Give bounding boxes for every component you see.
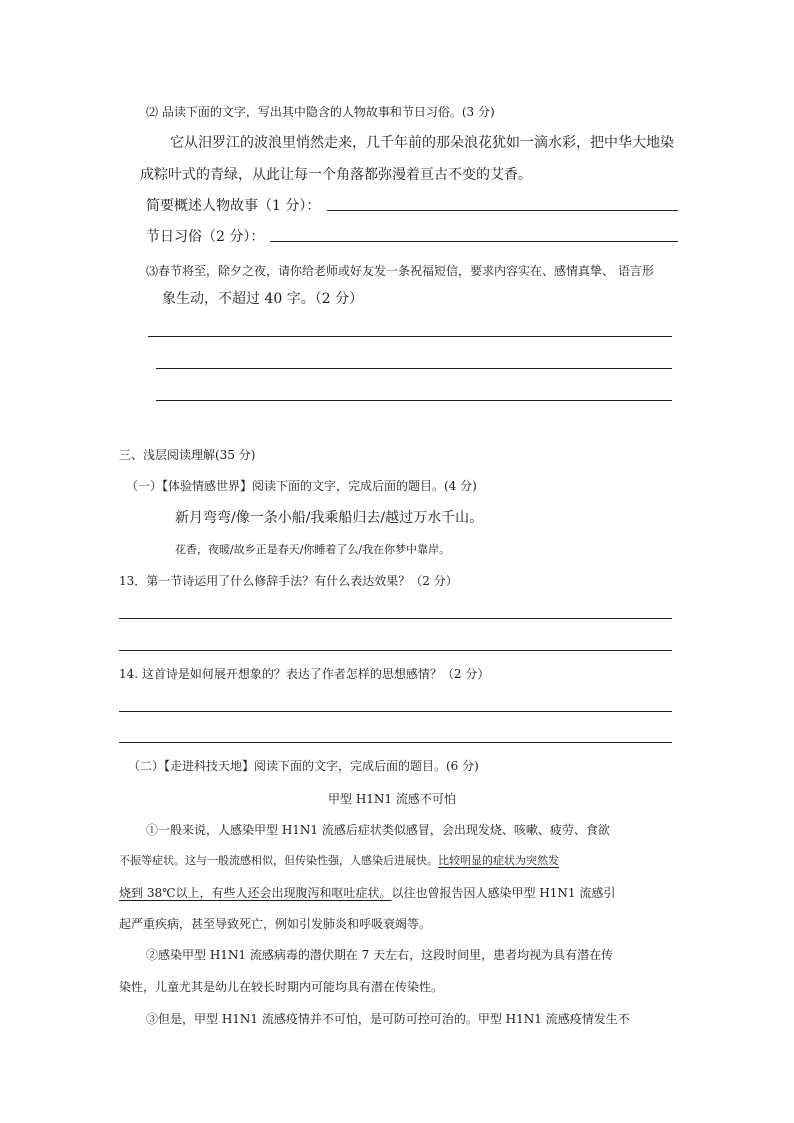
- article-p1-underlined-2: 烧到 38℃以上，有些人还会出现腹泻和呕吐症状。: [119, 886, 392, 900]
- custom-answer-line[interactable]: [270, 241, 678, 242]
- q14-answer-line-1[interactable]: [119, 711, 672, 712]
- article-p1-line-4: 起严重疾病，甚至导致死亡，例如引发肺炎和呼吸衰竭等。: [119, 917, 432, 931]
- article-p1-line-3-plain: 以往也曾报告因人感染甲型 H1N1 流感引: [391, 886, 616, 900]
- poem-line-2: 花香，夜暖/故乡正是春天/你睡着了么/我在你梦中靠岸。: [175, 543, 451, 556]
- question-2-passage-line-1: 它从汨罗江的波浪里悄然走来，几千年前的那朵浪花犹如一滴水彩，把中华大地染: [170, 135, 674, 151]
- sms-answer-line-3[interactable]: [156, 400, 672, 401]
- story-answer-label: 简要概述人物故事（1 分）：: [146, 198, 321, 214]
- article-p1-line-1: ①一般来说，人感染甲型 H1N1 流感后症状类似感冒，会出现发烧、咳嗽、疲劳、食欲: [146, 823, 610, 837]
- sms-answer-line-2[interactable]: [156, 368, 672, 369]
- q13-answer-line-1[interactable]: [119, 618, 672, 619]
- q13-answer-line-2[interactable]: [119, 650, 672, 651]
- article-p2-line-1: ②感染甲型 H1N1 流感病毒的潜伏期在 7 天左右，这段时间里，患者均视为具有潜在传: [146, 948, 614, 962]
- question-2-passage-line-2: 成粽叶式的青绿，从此让每一个角落都弥漫着亘古不变的艾香。: [140, 167, 532, 183]
- question-3-prompt-line-1: ⑶春节将至，除夕之夜，请你给老师或好友发一条祝福短信，要求内容实在、感情真挚、 语言形: [146, 264, 654, 278]
- sms-answer-line-1[interactable]: [148, 336, 672, 337]
- article-p1-line-2-plain: 不振等症状。这与一般流感相似，但传染性强，人感染后进展快。: [119, 854, 438, 867]
- poem-line-1: 新月弯弯/像一条小船/我乘船归去/越过万水千山。: [175, 510, 484, 526]
- article-p1-line-2: [119, 852, 559, 870]
- article-p3-line-1: ③但是，甲型 H1N1 流感疫情并不可怕，是可防可控可治的。甲型 H1N1 流感疫情发生不: [146, 1012, 630, 1026]
- section-3-heading: 三、浅层阅读理解(35 分): [119, 448, 256, 462]
- article-p2-line-2: 染性，儿童尤其是幼儿在较长时期内可能均具有潜在传染性。: [119, 980, 444, 994]
- q14-answer-line-2[interactable]: [119, 742, 672, 743]
- article-p1-line-3: [119, 884, 615, 902]
- part-1-heading: （一）【体验情感世界】阅读下面的文字，完成后面的题目。(4 分): [126, 479, 477, 493]
- question-2-prompt: ⑵ 品读下面的文字，写出其中隐含的人物故事和节日习俗。(3 分): [146, 105, 495, 119]
- article-p1-underlined-1: 比较明显的症状为突然发: [438, 854, 559, 867]
- part-2-heading: （二）【走进科技天地】阅读下面的文字，完成后面的题目。(6 分): [128, 759, 479, 773]
- question-14: 14. 这首诗是如何展开想象的？表达了作者怎样的思想感情？（2 分）: [119, 667, 490, 681]
- question-13: 13．第一节诗运用了什么修辞手法？有什么表达效果？（2 分）: [119, 574, 458, 588]
- custom-answer-label: 节日习俗（2 分）：: [146, 229, 265, 245]
- question-3-prompt-line-2: 象生动，不超过 40 字。（2 分）: [162, 291, 364, 307]
- story-answer-line[interactable]: [327, 210, 678, 211]
- article-title: 甲型 H1N1 流感不可怕: [328, 792, 456, 806]
